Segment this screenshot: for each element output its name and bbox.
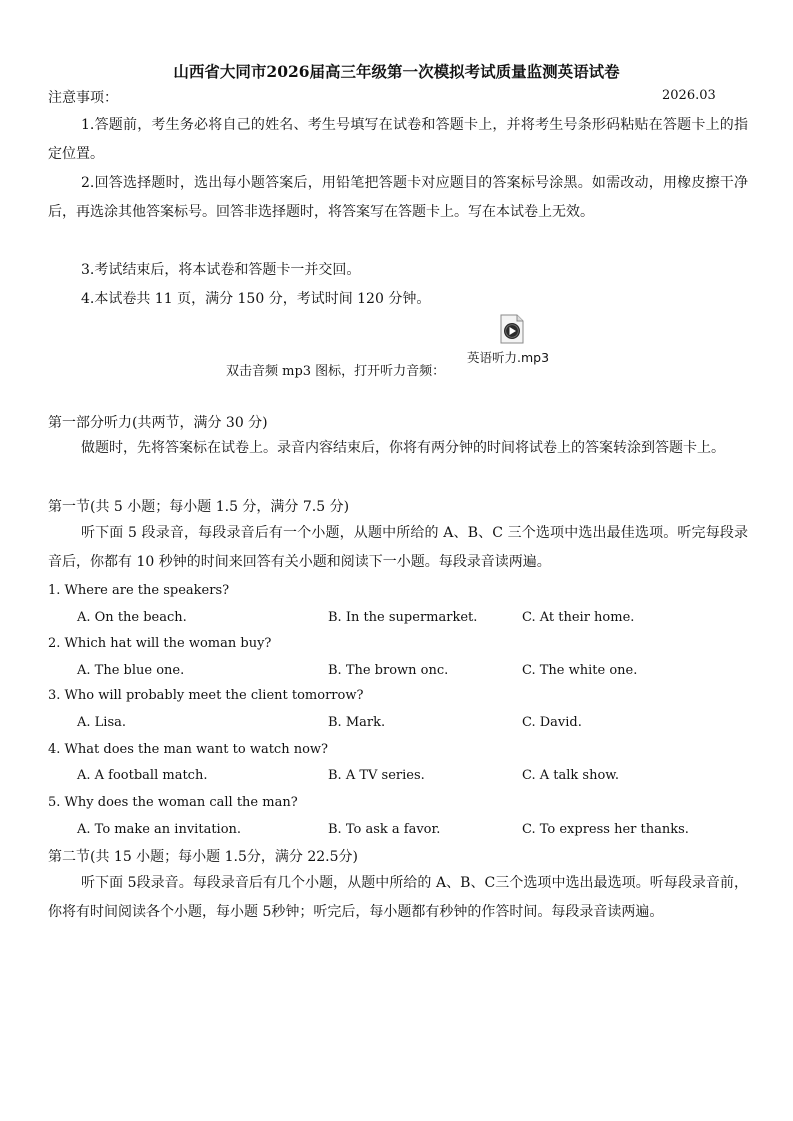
- option-2a: A. The blue one.: [77, 663, 185, 678]
- option-1b: B. In the supermarket.: [328, 610, 478, 625]
- option-1c: C. At their home.: [522, 610, 635, 625]
- play-media-icon[interactable]: [499, 314, 525, 344]
- question-2: 2. Which hat will the woman buy?: [48, 636, 272, 651]
- instruction-2: 2.回答选择题时，选出每小题答案后，用铅笔把答题卡对应题目的答案标号涂黑。如需改动，用橡皮擦干净后，再选涂其他答案标号。回答非选择题时，将答案写在答题卡上。写在本试卷上无效。: [48, 175, 748, 220]
- page-title: 山西省大同市2026届高三年级第一次模拟考试质量监测英语试卷: [173, 62, 620, 81]
- section2-intro: 听下面 5段录音。每段录音后有几个小题，从题中所给的 A、B、C三个选项中选出最选项。听每段录音前，你将有时间阅读各个小题，每小题 5秒钟；听完后，每小题都有秒钟的作答时间。每段录音读两遍。: [48, 875, 748, 920]
- option-4a: A. A football match.: [77, 768, 208, 783]
- option-1a: A. On the beach.: [77, 610, 187, 625]
- notice-label: 注意事项：: [48, 90, 118, 106]
- instruction-1: 1.答题前，考生务必将自己的姓名、考生号填写在试卷和答题卡上，并将考生号条形码粘贴在答题卡上的指定位置。: [48, 117, 748, 162]
- section1-heading: 第一节(共 5 小题；每小题 1.5 分，满分 7.5 分): [48, 499, 350, 515]
- instruction-3: 3.考试结束后，将本试卷和答题卡一并交回。: [81, 262, 361, 278]
- option-3c: C. David.: [522, 715, 582, 730]
- part1-intro: 做题时，先将答案标在试卷上。录音内容结束后，你将有两分钟的时间将试卷上的答案转涂到答题卡上。: [81, 440, 725, 456]
- audio-hint: 双击音频 mp3 图标，打开听力音频：: [226, 364, 446, 379]
- option-5c: C. To express her thanks.: [522, 822, 689, 837]
- option-4b: B. A TV series.: [328, 768, 425, 783]
- section1-intro: 听下面 5 段录音，每段录音后有一个小题，从题中所给的 A、B、C 三个选项中选出最佳选项。听完每段录音后，你都有 10 秒钟的时间来回答有关小题和阅读下一小题。每段录音读两遍。: [48, 525, 748, 570]
- option-2c: C. The white one.: [522, 663, 638, 678]
- exam-date: 2026.03: [662, 88, 716, 103]
- part1-heading: 第一部分听力(共两节，满分 30 分): [48, 415, 268, 431]
- option-3b: B. Mark.: [328, 715, 386, 730]
- instruction-4: 4.本试卷共 11 页，满分 150 分，考试时间 120 分钟。: [81, 291, 431, 307]
- question-4: 4. What does the man want to watch now?: [48, 742, 329, 757]
- option-3a: A. Lisa.: [77, 715, 126, 730]
- section2-heading: 第二节(共 15 小题；每小题 1.5分，满分 22.5分): [48, 849, 358, 865]
- option-5a: A. To make an invitation.: [77, 822, 242, 837]
- option-2b: B. The brown onc.: [328, 663, 449, 678]
- question-3: 3. Who will probably meet the client tomorrow?: [48, 688, 364, 703]
- option-5b: B. To ask a favor.: [328, 822, 441, 837]
- option-4c: C. A talk show.: [522, 768, 619, 783]
- question-1: 1. Where are the speakers?: [48, 583, 230, 598]
- audio-file-name[interactable]: 英语听力.mp3: [467, 350, 550, 365]
- question-5: 5. Why does the woman call the man?: [48, 795, 298, 810]
